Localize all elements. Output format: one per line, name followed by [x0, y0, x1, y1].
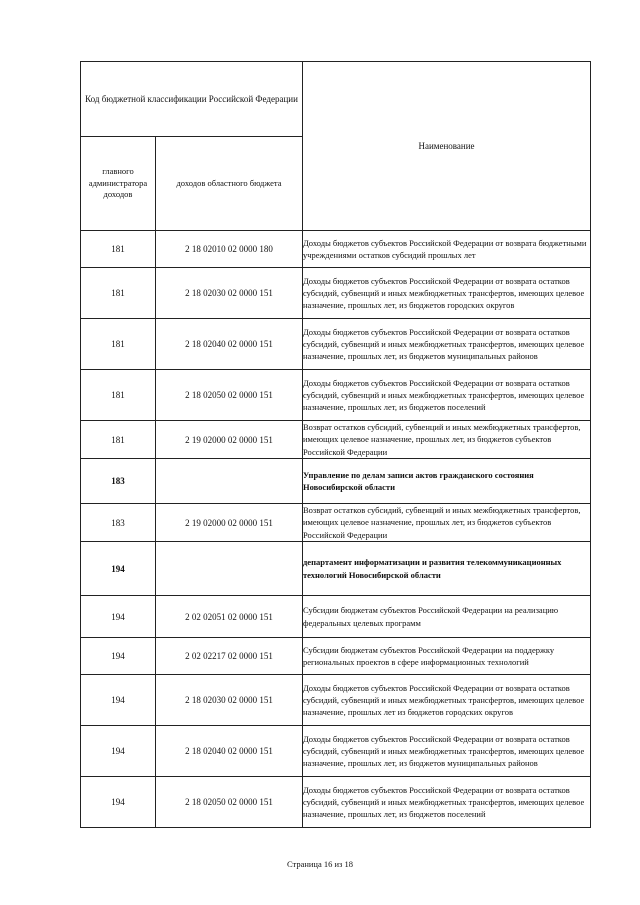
table-row — [81, 726, 591, 777]
section-name-cell: департамент информатизации и развития телекоммуникационных технологий Новосибирской области — [303, 542, 591, 596]
income-name-cell: Доходы бюджетов субъектов Российской Федерации от возврата остатков субсидий, субвенций и иных межбюджетных трансфертов, имеющих целевое назначение, прошлых лет, из бюджетов поселений — [303, 370, 591, 421]
budget-code-cell: 2 18 02030 02 0000 151 — [156, 675, 303, 726]
budget-code-cell: 2 02 02217 02 0000 151 — [156, 638, 303, 675]
budget-code-cell: 2 18 02010 02 0000 180 — [156, 231, 303, 268]
table-row — [81, 777, 591, 828]
table-row-section — [81, 542, 591, 596]
admin-code-cell: 194 — [81, 726, 156, 777]
income-name-cell: Доходы бюджетов субъектов Российской Федерации от возврата остатков субсидий, субвенций и иных межбюджетных трансфертов, имеющих целевое назначение, прошлых лет, из бюджетов муниципальных районов — [303, 726, 591, 777]
budget-code-cell: 2 19 02000 02 0000 151 — [156, 421, 303, 459]
table-row — [81, 370, 591, 421]
income-name-cell: Доходы бюджетов субъектов Российской Федерации от возврата остатков субсидий, субвенций и иных межбюджетных трансфертов, имеющих целевое назначение, прошлых лет из бюджетов городских округов — [303, 675, 591, 726]
budget-code-cell: 2 18 02040 02 0000 151 — [156, 726, 303, 777]
admin-code-cell: 183 — [81, 459, 156, 504]
admin-code-cell: 181 — [81, 268, 156, 319]
admin-code-cell: 194 — [81, 638, 156, 675]
income-name-cell: Доходы бюджетов субъектов Российской Федерации от возврата остатков субсидий, субвенций и иных межбюджетных трансфертов, имеющих целевое назначение, прошлых лет, из бюджетов поселений — [303, 777, 591, 828]
budget-code-cell — [156, 542, 303, 596]
table-row — [81, 268, 591, 319]
admin-code-cell: 194 — [81, 542, 156, 596]
table-row — [81, 421, 591, 459]
admin-code-cell: 194 — [81, 596, 156, 638]
section-name-cell: Управление по делам записи актов гражданского состояния Новосибирской области — [303, 459, 591, 504]
table-row — [81, 504, 591, 542]
budget-code-cell: 2 18 02040 02 0000 151 — [156, 319, 303, 370]
budget-classification-table — [80, 61, 591, 828]
budget-code-cell: 2 19 02000 02 0000 151 — [156, 504, 303, 542]
table-row — [81, 231, 591, 268]
table-row — [81, 596, 591, 638]
income-name-cell: Доходы бюджетов субъектов Российской Федерации от возврата бюджетными учреждениями остатков субсидий прошлых лет — [303, 231, 591, 268]
admin-column-header: главного администратора доходов — [81, 137, 156, 231]
table-row — [81, 675, 591, 726]
income-name-cell: Субсидии бюджетам субъектов Российской Федерации на реализацию федеральных целевых программ — [303, 596, 591, 638]
admin-code-cell: 194 — [81, 675, 156, 726]
budget-code-cell: 2 18 02050 02 0000 151 — [156, 777, 303, 828]
admin-code-cell: 181 — [81, 231, 156, 268]
admin-code-cell: 181 — [81, 421, 156, 459]
income-name-cell: Субсидии бюджетам субъектов Российской Федерации на поддержку региональных проектов в сфере информационных технологий — [303, 638, 591, 675]
budget-code-cell: 2 18 02030 02 0000 151 — [156, 268, 303, 319]
income-name-cell: Возврат остатков субсидий, субвенций и иных межбюджетных трансфертов, имеющих целевое назначение, прошлых лет, из бюджетов субъектов Российской Федерации — [303, 421, 591, 459]
page-number-footer: Страница 16 из 18 — [286, 859, 354, 869]
budget-code-cell: 2 02 02051 02 0000 151 — [156, 596, 303, 638]
admin-code-cell: 183 — [81, 504, 156, 542]
name-column-header: Наименование — [303, 62, 591, 231]
admin-code-cell: 181 — [81, 319, 156, 370]
admin-code-cell: 194 — [81, 777, 156, 828]
admin-code-cell: 181 — [81, 370, 156, 421]
income-name-cell: Доходы бюджетов субъектов Российской Федерации от возврата остатков субсидий, субвенций и иных межбюджетных трансфертов, имеющих целевое назначение, прошлых лет, из бюджетов городских округов — [303, 268, 591, 319]
table-row — [81, 319, 591, 370]
income-name-cell: Возврат остатков субсидий, субвенций и иных межбюджетных трансфертов, имеющих целевое назначение, прошлых лет, из бюджетов субъектов Российской Федерации — [303, 504, 591, 542]
income-name-cell: Доходы бюджетов субъектов Российской Федерации от возврата остатков субсидий, субвенций и иных межбюджетных трансфертов, имеющих целевое назначение, прошлых лет, из бюджетов муниципальных районов — [303, 319, 591, 370]
table-row — [81, 638, 591, 675]
budget-code-group-header: Код бюджетной классификации Российской Федерации — [81, 62, 303, 137]
budget-code-cell: 2 18 02050 02 0000 151 — [156, 370, 303, 421]
budget-code-cell — [156, 459, 303, 504]
table-row-section — [81, 459, 591, 504]
income-column-header: доходов областного бюджета — [156, 137, 303, 231]
